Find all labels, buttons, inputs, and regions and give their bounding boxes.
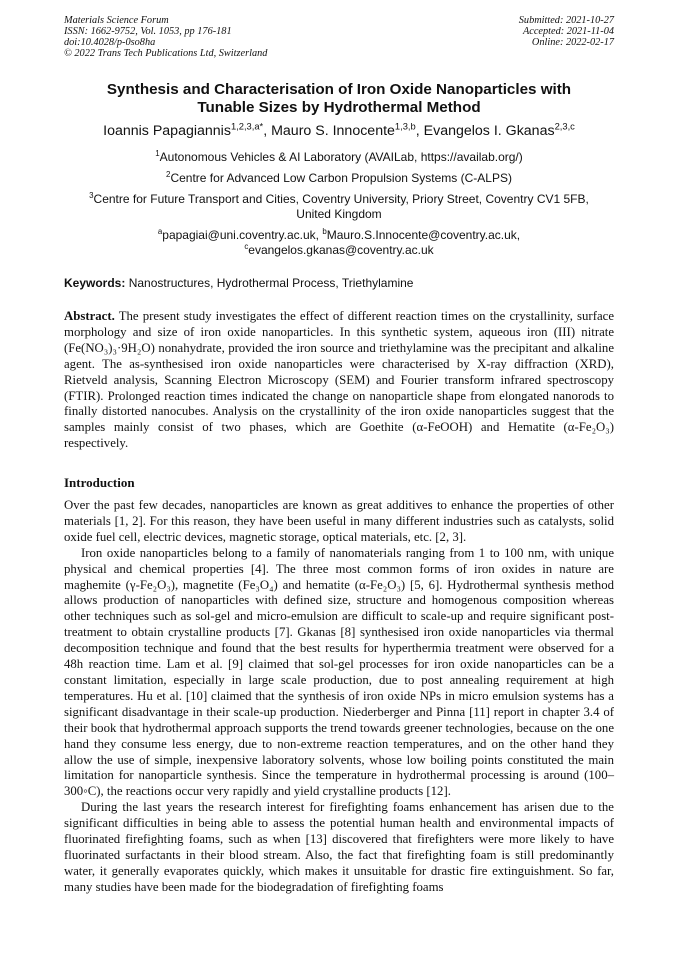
author-separator: ,: [415, 123, 424, 139]
author-1-affil: 1,2,3,a*: [230, 121, 264, 132]
introduction-paragraph-3: During the last years the research interest for firefighting foams enhancement has arisen due to the significant difficulties in being able to assess the potential human health and environmental impacts of fluorinated firefighting foams, such as when [13] discovered that firefighters were more likely to have fluorinated surfactants in their blood stream. Also, the fact that firefighting foam is still predominantly water, it generally evaporates quickly, which makes it unsuitable for drastic fire extinguishment. So far, many studies have been made for the biodegradation of firefighting foams: [64, 800, 614, 894]
paper-title: [64, 81, 614, 117]
affiliation-2-marker: 2: [166, 170, 171, 179]
journal-header-left: [64, 15, 267, 59]
online-date: Online: 2022-02-17: [531, 37, 614, 48]
email-b: Mauro.S.Innocente@coventry.ac.uk,: [326, 228, 521, 242]
email-c-marker: c: [244, 242, 249, 251]
journal-issn: ISSN: 1662-9752, Vol. 1053, pp 176-181: [64, 26, 232, 37]
affiliation-2-text: Centre for Advanced Low Carbon Propulsion Systems (C-ALPS): [170, 171, 512, 185]
affiliation-1-text: Autonomous Vehicles & AI Laboratory (AVAILab, https://availab.org/): [159, 150, 523, 164]
title-line-2: Tunable Sizes by Hydrothermal Method: [197, 99, 481, 116]
journal-name: Materials Science Forum: [64, 15, 169, 26]
affiliation-1: [64, 150, 614, 165]
email-a-marker: a: [157, 227, 163, 236]
journal-doi: doi:10.4028/p-0so8ha: [64, 37, 156, 48]
email-c: evangelos.gkanas@coventry.ac.uk: [248, 243, 434, 257]
journal-header-right: [519, 15, 614, 48]
keywords-label: Keywords:: [64, 276, 126, 290]
introduction-paragraph-2: Iron oxide nanoparticles belong to a family of nanomaterials ranging from 1 to 100 nm, with unique physical and chemical properties [4]. The three most common forms of iron oxides in nature are maghemite (γ-Fe₂O₃), magnetite (Fe₃O₄) and hematite (α-Fe₂O₃) [5, 6]. Hydrothermal synthesis method allows production of nanoparticles with defined size, structure and homogenous composition whereas other techniques such as sol-gel and micro-emulsion are difficult to scale-up and require significant post-treatment to obtain crystalline products [7]. Gkanas [8] synthesised iron oxide nanoparticles via thermal decomposition technique and found that the best results for hyperthermia treatment were observed for a 48h reaction time. Lam et al. [9] claimed that sol-gel processes for iron oxide nanoparticles can be a constant limitation, especially in large scale production, due to post annealing requirement at high temperatures. Hu et al. [10] claimed that the synthesis of iron oxide NPs in micro emulsion systems has a significant disadvantage in their scale-up production. Niederberger and Pinna [11] report in chapter 3.4 of their book that hydrothermal approach supports the trend towards greener technologies, because on the one hand they consume less energy, due to non-extreme reaction temperatures, and on the other hand they allow the use of simple, inexpensive laboratory solvents, whose low boiling points constituted the main limitation for nanoparticle synthesis. Since the temperature in hydrothermal processing is around (100–300◦C), the reactions occur very rapidly and yield crystalline products [12].: [64, 545, 614, 799]
affiliation-3-line-2: United Kingdom: [296, 207, 382, 221]
journal-copyright: © 2022 Trans Tech Publications Ltd, Switzerland: [64, 48, 268, 59]
affiliation-3-line-1: Centre for Future Transport and Cities, Coventry University, Priory Street, Coventry CV1 5FB,: [93, 192, 589, 206]
author-3-name: Evangelos I. Gkanas: [423, 123, 555, 139]
keywords: [64, 276, 614, 291]
abstract: [64, 309, 614, 452]
affiliation-3-marker: 3: [89, 191, 94, 200]
affiliation-1-marker: 1: [155, 149, 160, 158]
keywords-text: Nanostructures, Hydrothermal Process, Triethylamine: [125, 276, 414, 290]
introduction-body: [64, 498, 614, 896]
author-1-name: Ioannis Papagiannis: [103, 123, 231, 139]
accepted-date: Accepted: 2021-11-04: [522, 26, 614, 37]
abstract-label: Abstract.: [64, 309, 115, 323]
email-a: papagiai@uni.coventry.ac.uk,: [162, 228, 323, 242]
author-3-affil: 2,3,c: [554, 121, 575, 132]
email-b-marker: b: [322, 227, 327, 236]
author-2-affil: 1,3,b: [394, 121, 416, 132]
affiliation-3: [64, 192, 614, 222]
introduction-paragraph-1: Over the past few decades, nanoparticles are known as great additives to enhance the properties of other materials [1, 2]. For this reason, they have been useful in many different industries such as catalysts, solid oxide fuel cell, electric devices, magnetic storage, optical materials, etc. [2, 3].: [64, 498, 614, 544]
title-line-1: Synthesis and Characterisation of Iron Oxide Nanoparticles with: [106, 81, 572, 98]
author-separator: ,: [263, 123, 272, 139]
affiliation-2: [64, 171, 614, 186]
author-list: [64, 122, 614, 140]
introduction-heading: Introduction: [64, 475, 135, 490]
submitted-date: Submitted: 2021-10-27: [518, 15, 614, 26]
abstract-text: The present study investigates the effect of different reaction times on the crystallinity, surface morphology and size of iron oxide nanoparticles. In this synthetic system, aqueous iron (III) nitrate (Fe(NO₃)₃·9H₂O) nonahydrate, provided the iron source and triethylamine was the precipitant and alkaline agent. The as-synthesised iron oxide nanoparticles were characterised by X-ray diffraction (XRD), Rietveld analysis, Scanning Electron Microscopy (SEM) and Fourier transform infrared spectroscopy (FTIR). Prolonged reaction times indicated the change on nanoparticle shape from elongated nanorods to finally distorted nanocubes. Analysis on the crystallinity of the iron oxide nanoparticles suggest that the samples mainly consist of two phases, which are Goethite (α-FeOOH) and Hematite (α-Fe₂O₃) respectively.: [64, 309, 614, 451]
author-2-name: Mauro S. Innocente: [271, 123, 395, 139]
author-emails: [64, 228, 614, 258]
